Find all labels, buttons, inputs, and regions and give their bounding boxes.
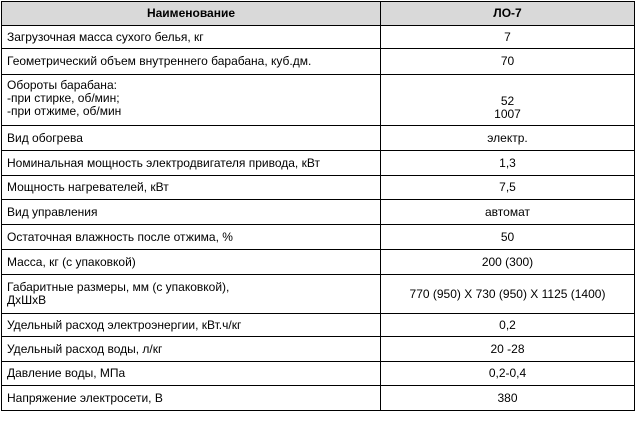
table-row xyxy=(2,49,635,75)
param-name xyxy=(2,126,381,151)
param-value xyxy=(381,151,635,176)
param-name-line: Обороты барабана: xyxy=(7,78,117,92)
param-value-line: электр. xyxy=(487,130,528,145)
param-value xyxy=(381,250,635,275)
param-name xyxy=(2,314,381,337)
param-value xyxy=(381,337,635,362)
param-value-line: 7,5 xyxy=(499,180,516,194)
param-name-line: Вид управления xyxy=(7,204,98,219)
table-row xyxy=(2,386,635,411)
param-name-line: Номинальная мощность электродвигателя привода, кВт xyxy=(7,155,320,170)
table-row xyxy=(2,314,635,337)
param-value-line: 1,3 xyxy=(499,155,516,170)
param-value-line: 1007 xyxy=(494,107,521,121)
table-row xyxy=(2,126,635,151)
table-row xyxy=(2,200,635,225)
param-value xyxy=(381,225,635,250)
header-name: Наименование xyxy=(2,2,381,26)
param-name xyxy=(2,250,381,275)
param-name-line: -при стирке, об/мин; xyxy=(7,91,120,105)
param-name-line: Давление воды, МПа xyxy=(7,366,126,380)
param-value xyxy=(381,126,635,151)
param-name-line: Удельный расход воды, л/кг xyxy=(7,341,163,356)
param-name-line: Мощность нагревателей, кВт xyxy=(7,180,169,194)
param-name-line: -при отжиме, об/мин xyxy=(7,104,122,118)
param-name xyxy=(2,386,381,411)
param-value xyxy=(381,176,635,200)
param-value xyxy=(381,49,635,75)
param-value-line: 0,2 xyxy=(499,317,516,332)
param-value xyxy=(381,386,635,411)
param-name-line: Загрузочная масса сухого белья, кг xyxy=(7,29,204,44)
param-value xyxy=(381,362,635,386)
header-row xyxy=(2,2,635,26)
param-name xyxy=(2,337,381,362)
param-value-line: 70 xyxy=(500,54,515,68)
table-row xyxy=(2,275,635,314)
param-name xyxy=(2,151,381,176)
param-name xyxy=(2,275,381,314)
param-value xyxy=(381,26,635,49)
table-row xyxy=(2,362,635,386)
param-value-line: 20 -28 xyxy=(490,341,525,356)
param-value xyxy=(381,200,635,225)
table-row xyxy=(2,26,635,49)
param-name-line: ДхШхВ xyxy=(7,293,47,307)
param-value-line: автомат xyxy=(485,204,530,219)
param-value-line: 200 (300) xyxy=(481,254,534,269)
specs-table xyxy=(1,1,635,411)
param-value-line: 7 xyxy=(504,29,511,44)
param-name-line: Вид обогрева xyxy=(7,130,83,145)
header-model: ЛО-7 xyxy=(381,2,635,26)
param-name-line: Габаритные размеры, мм (с упаковкой), xyxy=(7,280,230,294)
param-value xyxy=(381,75,635,126)
table-row xyxy=(2,151,635,176)
param-value-line: 50 xyxy=(500,229,515,244)
table-row xyxy=(2,250,635,275)
param-value xyxy=(381,314,635,337)
param-value-line: 380 xyxy=(497,390,518,405)
table-row xyxy=(2,337,635,362)
param-value-line: 52 xyxy=(500,94,515,108)
param-name-line: Остаточная влажность после отжима, % xyxy=(7,229,233,244)
param-name xyxy=(2,200,381,225)
param-name xyxy=(2,49,381,75)
table-row xyxy=(2,75,635,126)
table-row xyxy=(2,176,635,200)
param-value xyxy=(381,275,635,314)
param-value-line: 770 (950) X 730 (950) X 1125 (1400) xyxy=(409,286,606,301)
param-name xyxy=(2,75,381,126)
param-name-line: Геометрический объем внутреннего барабана, куб.дм. xyxy=(7,54,312,68)
param-name xyxy=(2,225,381,250)
param-name xyxy=(2,362,381,386)
param-value-line: 0,2-0,4 xyxy=(488,366,527,380)
param-name xyxy=(2,176,381,200)
param-name-line: Масса, кг (с упаковкой) xyxy=(7,254,136,269)
param-name-line: Напряжение электросети, В xyxy=(7,390,163,405)
param-name xyxy=(2,26,381,49)
table-row xyxy=(2,225,635,250)
param-name-line: Удельный расход электроэнергии, кВт.ч/кг xyxy=(7,317,242,332)
